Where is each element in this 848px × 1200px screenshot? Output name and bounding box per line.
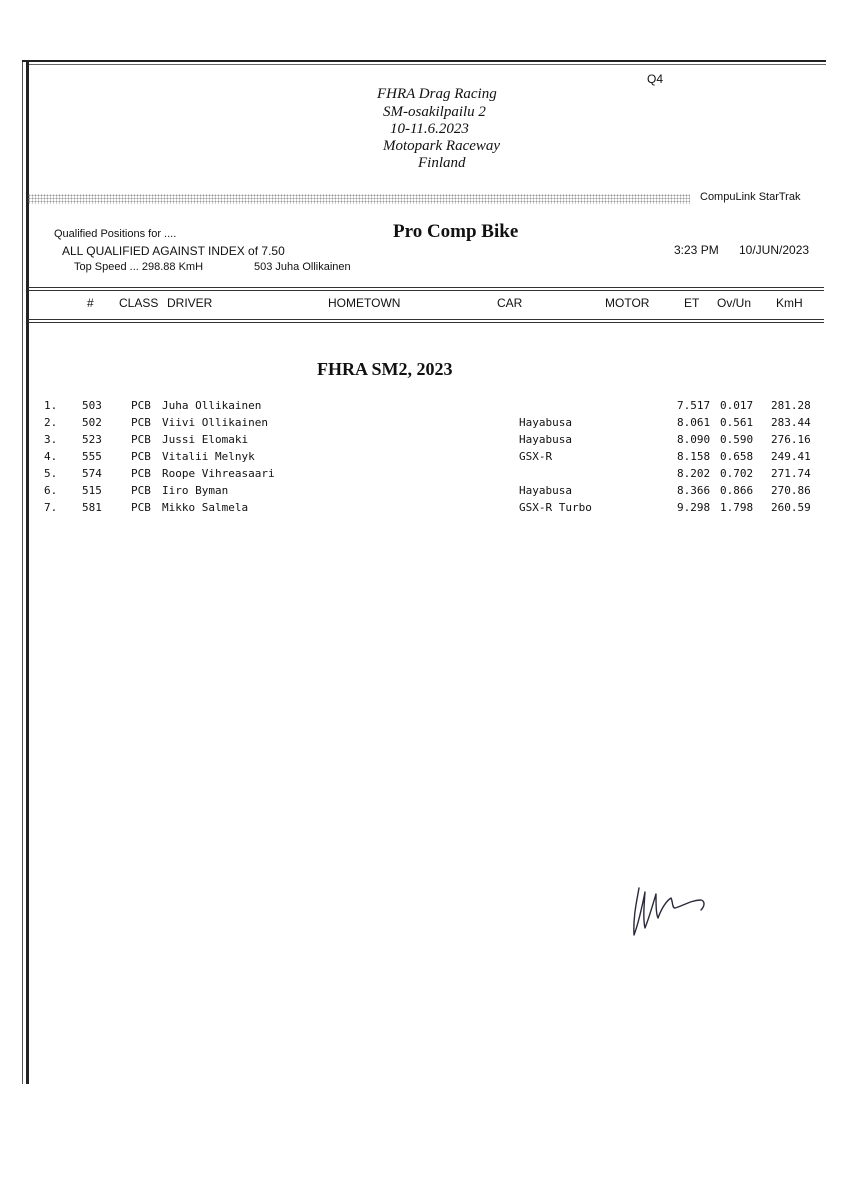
- frame-left: [26, 62, 29, 1084]
- row-ovun: 0.590: [720, 433, 754, 446]
- row-class: PCB: [131, 450, 151, 463]
- row-number: 581: [82, 501, 102, 514]
- row-position: 6.: [44, 484, 58, 497]
- col-driver-header: DRIVER: [167, 296, 213, 310]
- row-car: GSX-R: [519, 450, 553, 463]
- row-kmh: 283.44: [771, 416, 811, 429]
- event-title: FHRA Drag Racing: [377, 86, 497, 102]
- col-ovun-header: Ov/Un: [717, 296, 752, 310]
- row-car: GSX-R Turbo: [519, 501, 592, 514]
- row-kmh: 271.74: [771, 467, 811, 480]
- qualified-for: Qualified Positions for ....: [54, 228, 177, 240]
- row-number: 515: [82, 484, 102, 497]
- event-venue: Motopark Raceway: [383, 138, 501, 154]
- row-ovun: 0.561: [720, 416, 754, 429]
- row-class: PCB: [131, 399, 151, 412]
- row-driver: Juha Ollikainen: [162, 399, 262, 412]
- row-car: Hayabusa: [519, 416, 572, 429]
- section-title: FHRA SM2, 2023: [317, 359, 453, 379]
- stipple-band: [28, 194, 690, 204]
- col-kmh-header: KmH: [776, 296, 803, 310]
- row-position: 4.: [44, 450, 58, 463]
- row-number: 555: [82, 450, 102, 463]
- row-kmh: 249.41: [771, 450, 811, 463]
- system-label: CompuLink StarTrak: [700, 191, 801, 203]
- row-class: PCB: [131, 501, 151, 514]
- row-driver: Iiro Byman: [162, 484, 229, 497]
- row-number: 523: [82, 433, 102, 446]
- row-et: 9.298: [677, 501, 711, 514]
- row-kmh: 276.16: [771, 433, 811, 446]
- row-class: PCB: [131, 484, 151, 497]
- page-code: Q4: [647, 72, 664, 86]
- row-driver: Mikko Salmela: [162, 501, 249, 514]
- report-date: 10/JUN/2023: [739, 243, 810, 257]
- col-class-header: CLASS: [119, 296, 159, 310]
- frame-top: [22, 60, 826, 62]
- row-driver: Jussi Elomaki: [162, 433, 249, 446]
- row-class: PCB: [131, 416, 151, 429]
- row-car: Hayabusa: [519, 484, 572, 497]
- row-et: 7.517: [677, 399, 711, 412]
- row-et: 8.158: [677, 450, 711, 463]
- row-number: 502: [82, 416, 102, 429]
- header-rule-bottom: [28, 319, 824, 320]
- row-et: 8.061: [677, 416, 711, 429]
- row-ovun: 0.658: [720, 450, 754, 463]
- index-line: ALL QUALIFIED AGAINST INDEX of 7.50: [62, 244, 285, 258]
- row-ovun: 0.017: [720, 399, 754, 412]
- event-round: SM-osakilpailu 2: [383, 104, 486, 120]
- row-driver: Roope Vihreasaari: [162, 467, 275, 480]
- event-country: Finland: [418, 155, 466, 171]
- row-position: 5.: [44, 467, 58, 480]
- report-time: 3:23 PM: [674, 243, 719, 257]
- row-class: PCB: [131, 433, 151, 446]
- row-position: 1.: [44, 399, 58, 412]
- row-kmh: 281.28: [771, 399, 811, 412]
- row-position: 2.: [44, 416, 58, 429]
- col-pos-header: #: [87, 296, 94, 310]
- top-speed-holder: 503 Juha Ollikainen: [254, 261, 351, 273]
- frame-left-inner: [22, 62, 23, 1084]
- event-dates: 10-11.6.2023: [390, 121, 469, 137]
- row-driver: Viivi Ollikainen: [162, 416, 268, 429]
- col-hometown-header: HOMETOWN: [328, 296, 401, 310]
- frame-top-inner: [26, 64, 826, 65]
- row-position: 7.: [44, 501, 58, 514]
- row-position: 3.: [44, 433, 58, 446]
- row-car: Hayabusa: [519, 433, 572, 446]
- signature-icon: [625, 880, 715, 942]
- row-et: 8.090: [677, 433, 711, 446]
- col-motor-header: MOTOR: [605, 296, 650, 310]
- col-car-header: CAR: [497, 296, 523, 310]
- header-rule-bottom2: [28, 322, 824, 323]
- row-number: 503: [82, 399, 102, 412]
- row-class: PCB: [131, 467, 151, 480]
- class-title: Pro Comp Bike: [393, 221, 519, 242]
- row-number: 574: [82, 467, 102, 480]
- col-et-header: ET: [684, 296, 700, 310]
- row-ovun: 0.866: [720, 484, 754, 497]
- header-rule-top: [28, 287, 824, 288]
- row-driver: Vitalii Melnyk: [162, 450, 255, 463]
- row-ovun: 1.798: [720, 501, 754, 514]
- row-et: 8.366: [677, 484, 711, 497]
- top-speed-line: Top Speed ... 298.88 KmH: [74, 261, 204, 273]
- row-kmh: 260.59: [771, 501, 811, 514]
- row-et: 8.202: [677, 467, 711, 480]
- row-ovun: 0.702: [720, 467, 754, 480]
- header-rule-top2: [28, 290, 824, 291]
- row-kmh: 270.86: [771, 484, 811, 497]
